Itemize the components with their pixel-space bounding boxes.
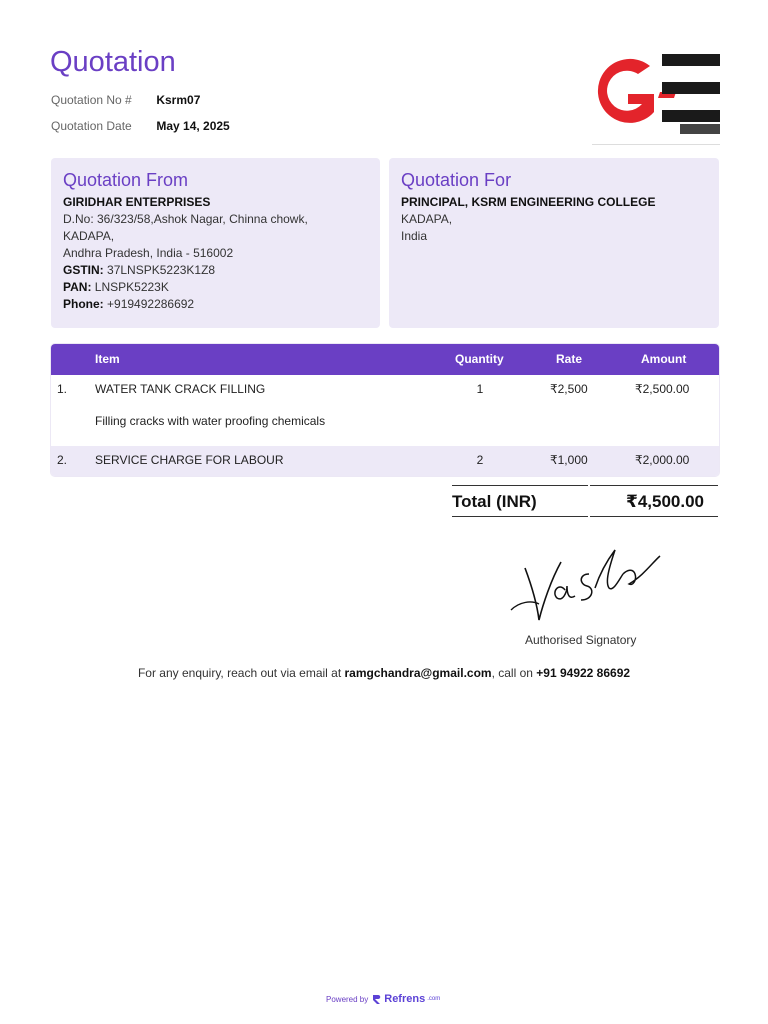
footer-prefix: For any enquiry, reach out via email at: [137, 666, 345, 680]
table-header: [51, 344, 719, 375]
quotation-for-card: [389, 158, 719, 328]
footer-phone[interactable]: +91 94922 86692: [536, 666, 631, 680]
from-gstin: [63, 262, 368, 279]
from-pan: [63, 279, 368, 296]
footer-email[interactable]: ramgchandra@gmail.com: [344, 666, 492, 680]
refrens-brand: [372, 993, 440, 1005]
from-address-line-3: Andhra Pradesh, India - 516002: [63, 246, 234, 260]
phone-label: Phone:: [63, 297, 104, 311]
for-address-line-2: India: [401, 229, 428, 243]
row-rate: ₹1,000: [550, 453, 588, 467]
authorised-signatory-label: Authorised Signatory: [525, 633, 637, 647]
total-label: Total (INR): [452, 485, 588, 517]
row-quantity: 1: [476, 382, 484, 396]
row-item: WATER TANK CRACK FILLING: [95, 382, 266, 396]
items-table: [51, 344, 719, 476]
quotation-date-label: Quotation Date: [51, 119, 132, 133]
row-item: SERVICE CHARGE FOR LABOUR: [95, 453, 284, 467]
phone-value: +919492286692: [107, 297, 195, 311]
quotation-from-card: [51, 158, 380, 328]
page-title: Quotation: [50, 46, 176, 78]
refrens-logo-icon: [372, 994, 382, 1005]
quotation-number-value: Ksrm07: [156, 93, 201, 107]
signature-icon: [505, 540, 665, 630]
pan-value: LNSPK5223K: [94, 280, 169, 294]
total-value: ₹4,500.00: [590, 485, 718, 517]
quotation-date-row: [51, 119, 230, 133]
gstin-label: GSTIN:: [63, 263, 104, 277]
row-quantity: 2: [476, 453, 484, 467]
table-row: [51, 446, 719, 476]
row-amount: ₹2,000.00: [635, 453, 690, 467]
quotation-from-heading: Quotation From: [63, 170, 189, 190]
quotation-for-heading: Quotation For: [401, 170, 512, 190]
footer-middle: , call on: [491, 666, 537, 680]
row-description: Filling cracks with water proofing chemicals: [95, 414, 326, 428]
company-logo-icon: [592, 52, 720, 136]
row-index: 1.: [57, 382, 68, 396]
header-amount: Amount: [641, 352, 687, 366]
from-company-name: GIRIDHAR ENTERPRISES: [63, 195, 211, 209]
quotation-number-label: Quotation No #: [51, 93, 132, 107]
refrens-brand-name: Refrens: [384, 993, 426, 1005]
powered-by-label: Powered by: [326, 994, 369, 1004]
header-rate: Rate: [556, 352, 583, 366]
from-address-line-2: KADAPA,: [63, 229, 115, 243]
table-row: [51, 375, 719, 446]
for-address-line-1: KADAPA,: [401, 212, 453, 226]
header-quantity: Quantity: [455, 352, 504, 366]
logo-divider: [592, 144, 720, 145]
quotation-number-row: [51, 93, 200, 107]
pan-label: PAN:: [63, 280, 92, 294]
for-client-name: PRINCIPAL, KSRM ENGINEERING COLLEGE: [401, 195, 656, 209]
powered-by[interactable]: [326, 993, 440, 1005]
refrens-brand-suffix: .com: [427, 996, 441, 1002]
row-index: 2.: [57, 453, 68, 467]
header-item: Item: [95, 352, 120, 366]
enquiry-footer: [0, 666, 768, 680]
from-address-line-1: D.No: 36/323/58,Ashok Nagar, Chinna chowk,: [63, 212, 308, 226]
row-amount: ₹2,500.00: [635, 382, 690, 396]
from-phone: [63, 296, 368, 313]
quotation-date-value: May 14, 2025: [156, 119, 230, 133]
gstin-value: 37LNSPK5223K1Z8: [107, 263, 216, 277]
row-rate: ₹2,500: [550, 382, 588, 396]
